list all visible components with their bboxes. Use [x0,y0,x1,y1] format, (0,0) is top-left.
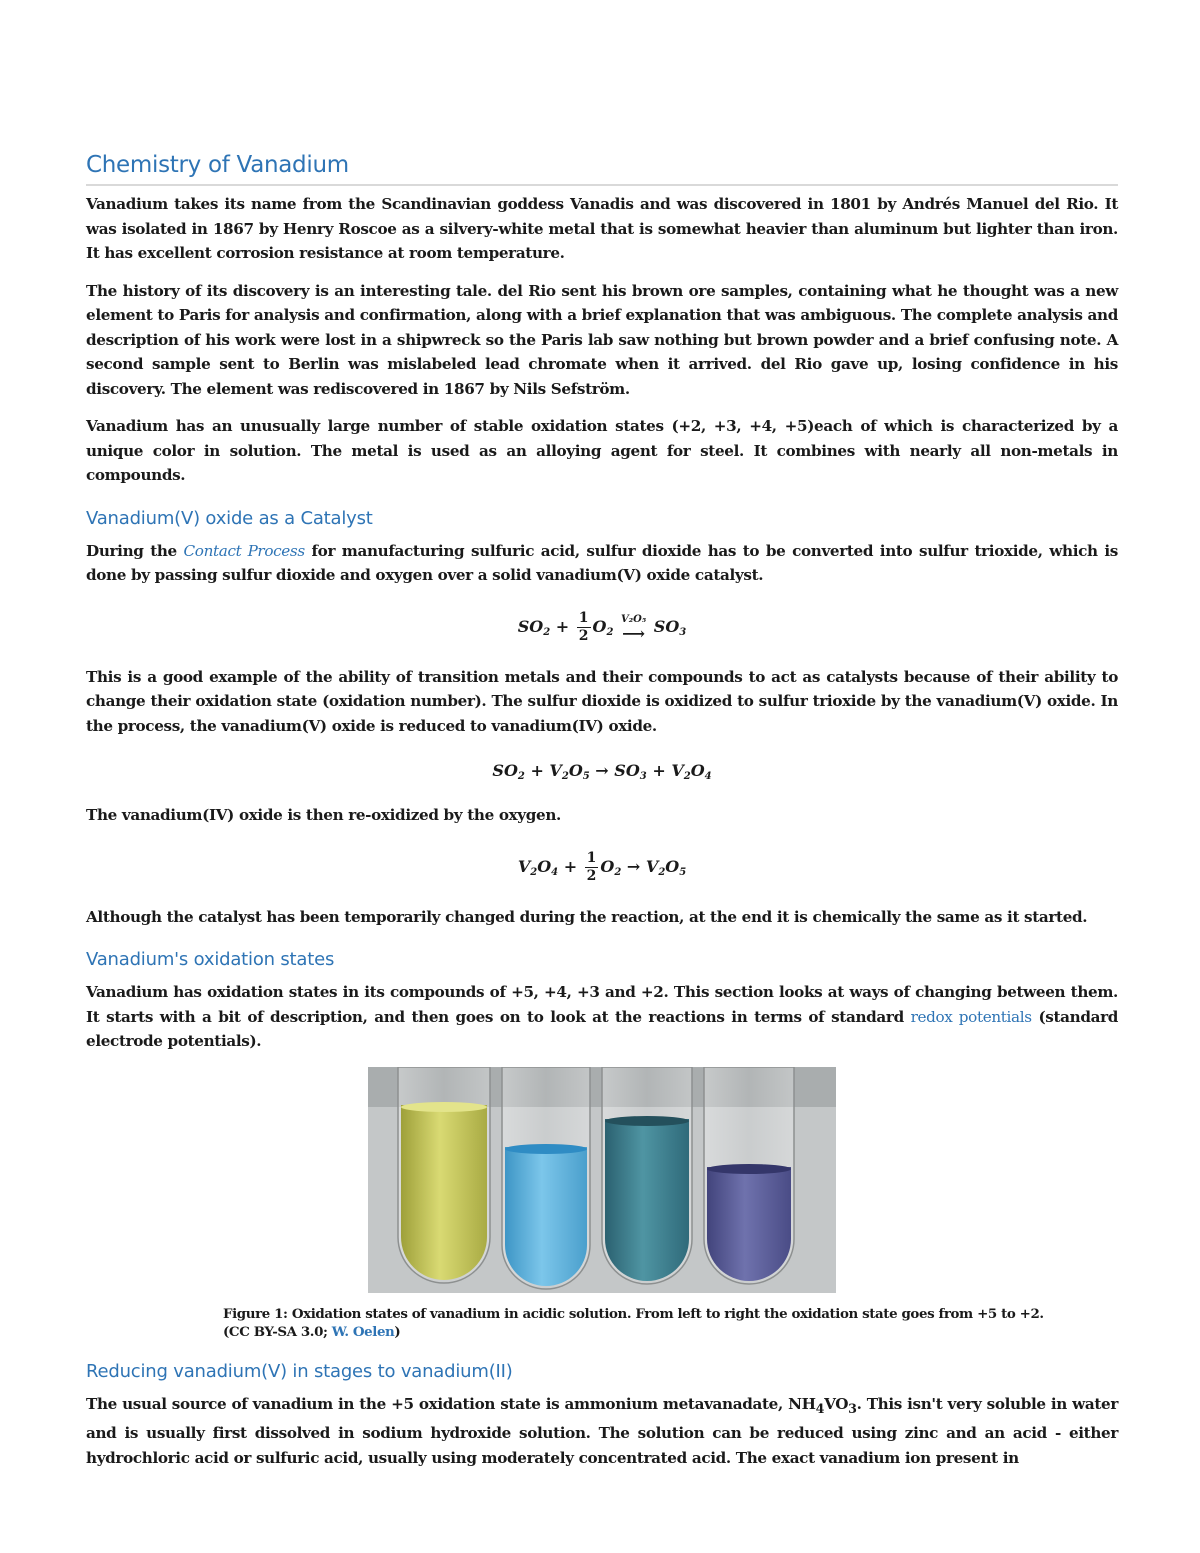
intro-paragraph-3: Vanadium has an unusually large number of stable oxidation states (+2, +3, +4, +5)each of which is characterized by a unique color in solution. The metal is used as an alloying agent for steel. It combines with nearly all non-metals in compounds. [86,417,1118,484]
equation-1: $SO_2$ + $\frac{1}{2}$ $O_2$ V₂O₅ ⟶ $SO_3$ [517,609,687,644]
page-title: Chemistry of Vanadium [86,152,1118,186]
test-tubes-photo [368,1067,836,1293]
intro-paragraph-2: The history of its discovery is an interesting tale. del Rio sent his brown ore samples, containing what he thought was a new element to Paris for analysis and confirmation, along with a brief explanation that was ambiguous. The complete analysis and description of his work were lost in a shipwreck so the Paris lab saw nothing but brown powder and a brief confusing note. A second sample sent to Berlin was mislabeled lead chromate when it arrived. del Rio gave up, losing confidence in his discovery. The element was rediscovered in 1867 by Nils Sefström. [86,281,1118,398]
catalyst-paragraph-1: During the Contact Process for manufacturing sulfuric acid, sulfur dioxide has to be converted into sulfur trioxide, which is done by passing sulfur dioxide and oxygen over a solid vanadium(V) oxide catalyst. [86,541,1118,584]
figure-container [86,1067,1118,1297]
tube-violet [704,1067,794,1284]
tube-yellow [398,1067,490,1283]
section-heading-oxidation-states: Vanadium's oxidation states [86,949,335,970]
fraction-one-half: $\frac{1}{2}$ [586,849,597,884]
catalyst-paragraph-2: This is a good example of the ability of transition metals and their compounds to act as catalysts because of their ability to change their oxidation state (oxidation number). The sulfur dioxide is oxidized to sulfur trioxide by the vanadium(V) oxide. In the process, the vanadium(V) oxide is reduced to vanadium(IV) oxide. [86,667,1118,735]
oxidation-paragraph-1: Vanadium has oxidation states in its compounds of +5, +4, +3 and +2. This section looks at ways of changing between them. It starts with a bit of description, and then goes on to look at the reactions in terms of standard redox potentials (standard electrode potentials). [86,983,1119,1050]
intro-paragraph-1: Vanadium takes its name from the Scandinavian goddess Vanadis and was discovered in 1801 by Andrés Manuel del Rio. It was isolated in 1867 by Henry Roscoe as a silvery-white metal that is somewhat heavier than aluminum but lighter than iron. It has excellent corrosion resistance at room temperature. [86,195,1118,262]
tube-blue [502,1067,590,1289]
figure-caption: Figure 1: Oxidation states of vanadium in acidic solution. From left to right the oxidation state goes from +5 to +2. (CC BY-SA 3.0; W. Oelen) [223,1305,1044,1340]
tube-teal [602,1067,692,1284]
test-tubes-illustration [368,1067,836,1293]
catalyst-paragraph-3: The vanadium(IV) oxide is then re-oxidized by the oxygen. [86,806,561,824]
equation-3: $V_2O_4$ + $\frac{1}{2}$ $O_2 \to V_2O_5$ [517,849,687,884]
contact-process-link[interactable]: Contact Process [183,541,305,560]
caption-author-link[interactable]: W. Oelen [331,1323,395,1340]
section-heading-catalyst: Vanadium(V) oxide as a Catalyst [86,507,373,529]
reducing-paragraph-1: The usual source of vanadium in the +5 oxidation state is ammonium metavanadate, $NH_4VO_3$. This isn't very soluble in water and is usually first dissolved in sodium hydroxide solution. The solution can be reduced using zinc and an acid - either hydrochloric acid or sulfuric acid, usually using moderately concentrated acid. The exact vanadium ion present in [86,1394,1118,1467]
section-heading-reducing: Reducing vanadium(V) in stages to vanadium(II) [86,1360,513,1382]
redox-potentials-link[interactable]: redox potentials [910,1007,1032,1026]
equation-2: $SO_2 + V_2O_5 \to SO_3 + V_2O_4$ [492,761,712,782]
fraction-one-half: $\frac{1}{2}$ [578,609,589,644]
catalyst-paragraph-4: Although the catalyst has been temporarily changed during the reaction, at the end it is chemically the same as it started. [86,907,1088,926]
catalyst-arrow: V₂O₅ ⟶ [620,614,647,643]
